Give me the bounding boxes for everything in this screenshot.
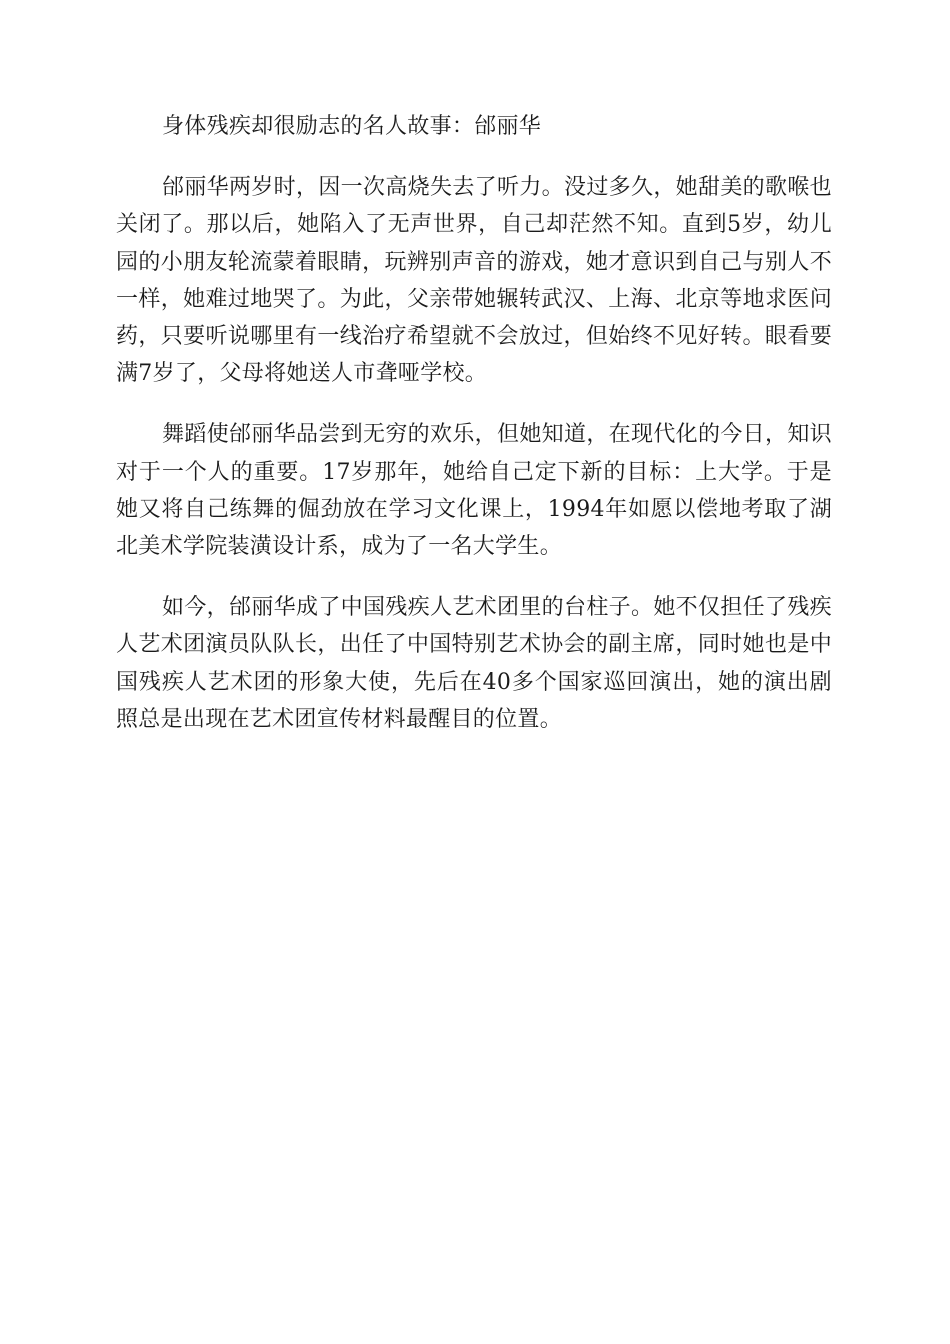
- document-body: [116, 108, 832, 762]
- paragraph-3: 如今，邰丽华成了中国残疾人艺术团里的台柱子。她不仅担任了残疾人艺术团演员队队长，出任了中国特别艺术协会的副主席，同时她也是中国残疾人艺术团的形象大使，先后在40多个国家巡回演出，她的演出剧照总是出现在艺术团宣传材料最醒目的位置。: [116, 595, 832, 732]
- paragraph-2: 舞蹈使邰丽华品尝到无穷的欢乐，但她知道，在现代化的今日，知识对于一个人的重要。17岁那年，她给自己定下新的目标：上大学。于是她又将自己练舞的倔劲放在学习文化课上，1994年如愿以偿地考取了湖北美术学院装潢设计系，成为了一名大学生。: [116, 422, 832, 560]
- document-title: 身体残疾却很励志的名人故事：邰丽华: [162, 114, 542, 139]
- paragraph-1: 邰丽华两岁时，因一次高烧失去了听力。没过多久，她甜美的歌喉也关闭了。那以后，她陷入了无声世界，自己却茫然不知。直到5岁，幼儿园的小朋友轮流蒙着眼睛，玩辨别声音的游戏，她才意识到自己与别人不一样，她难过地哭了。为此，父亲带她辗转武汉、上海、北京等地求医问药，只要听说哪里有一线治疗希望就不会放过，但始终不见好转。眼看要满7岁了，父母将她送人市聋哑学校。: [116, 175, 832, 387]
